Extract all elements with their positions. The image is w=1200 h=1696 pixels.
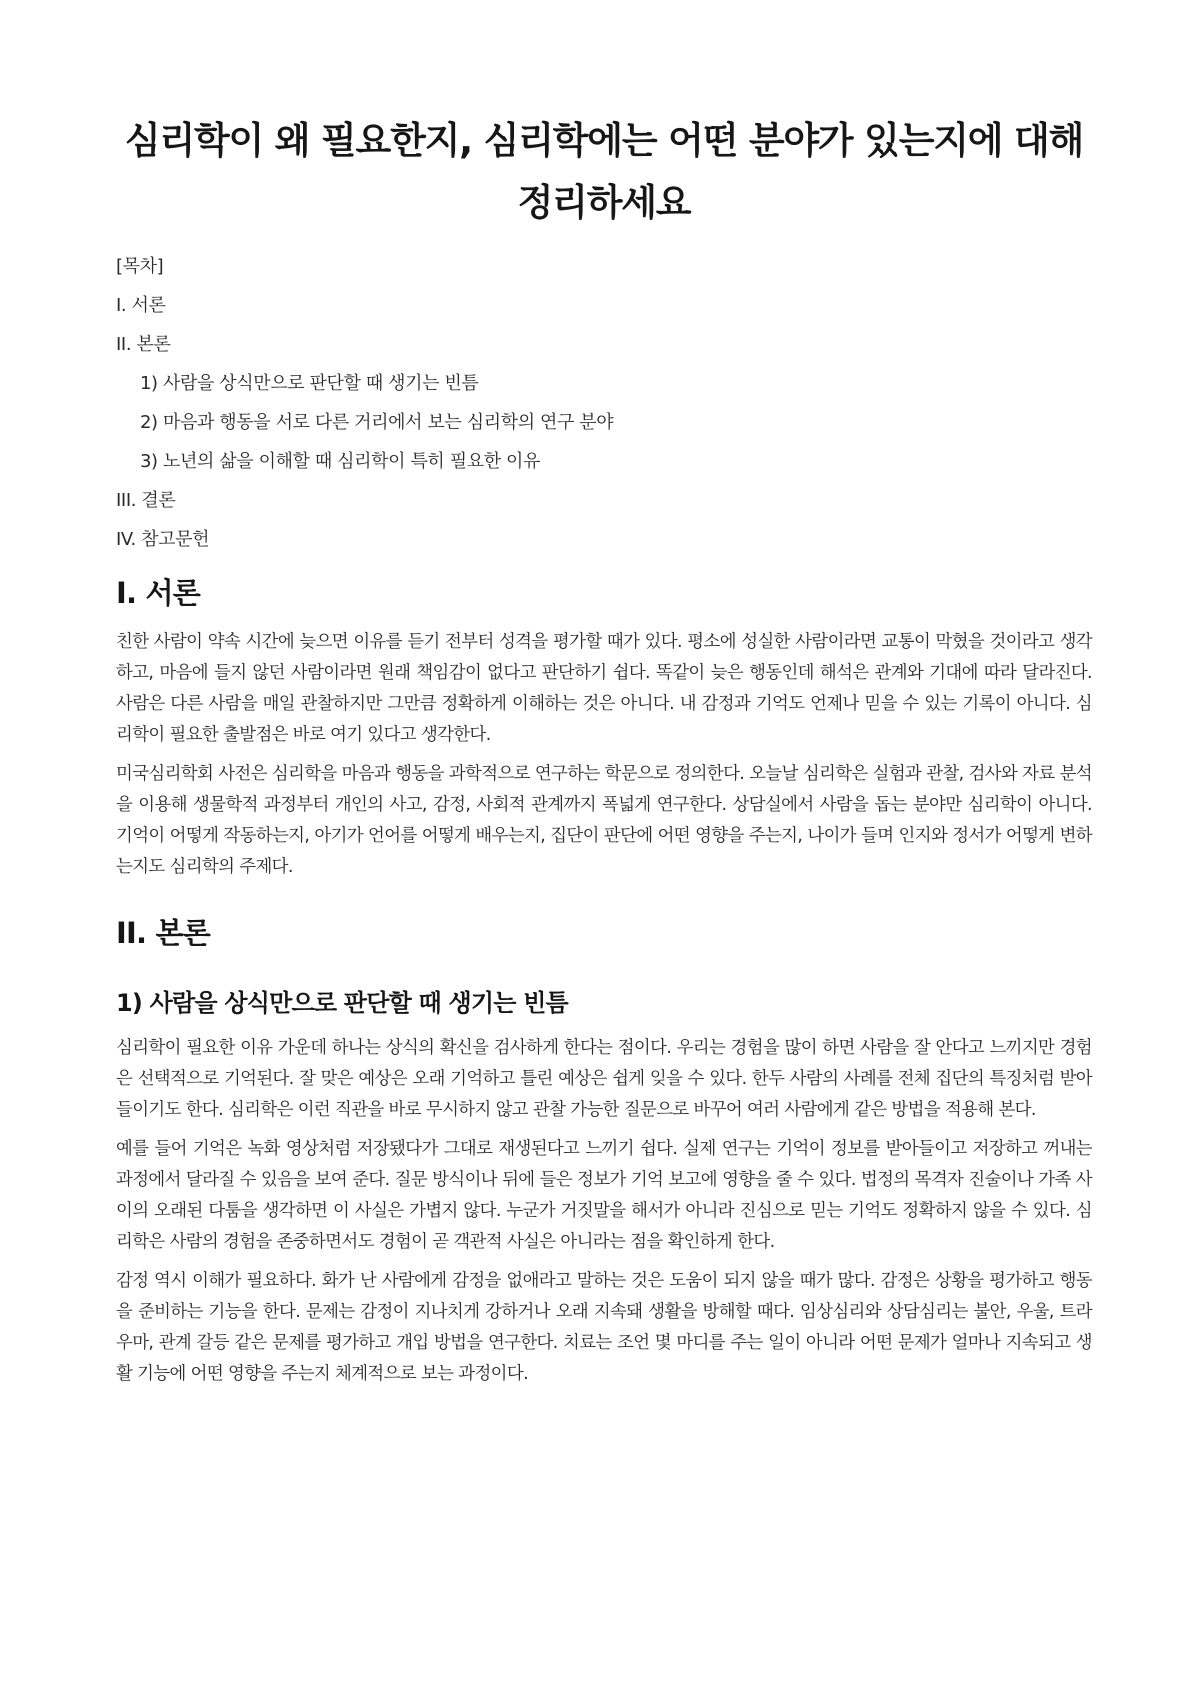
toc-item-subsection-3: 3) 노년의 삶을 이해할 때 심리학이 특히 필요한 이유 — [140, 451, 541, 472]
section-heading-introduction: I. 서론 — [116, 576, 200, 610]
document-page — [116, 110, 1092, 1398]
document-title: 심리학이 왜 필요한지, 심리학에는 어떤 분야가 있는지에 대해 정리하세요 — [124, 119, 1084, 224]
intro-paragraph: 미국심리학회 사전은 심리학을 마음과 행동을 과학적으로 연구하는 학문으로 정의한다. 오늘날 심리학은 실험과 관찰, 검사와 자료 분석을 이용해 생물학적 과정부터 개인의 사고, 감정, 사회적 관계까지 폭넓게 연구한다. 상담실에서 사람을 돕는 분야만 심리학이 아니다. 기억이 어떻게 작동하는지, 아기가 언어를 어떻게 배우는지, 집단이 판단에 어떤 영향을 주는지, 나이가 들며 인지와 정서가 어떻게 변하는지도 심리학의 주제다. — [116, 764, 1092, 877]
table-of-contents — [116, 254, 1092, 553]
toc-item-references: IV. 참고문헌 — [116, 529, 210, 550]
toc-item-subsection-1: 1) 사람을 상식만으로 판단할 때 생기는 빈틈 — [140, 373, 479, 394]
toc-item-introduction: I. 서론 — [116, 295, 166, 316]
subsection-heading-1: 1) 사람을 상식만으로 판단할 때 생기는 빈틈 — [116, 989, 568, 1017]
toc-item-subsection-2: 2) 마음과 행동을 서로 다른 거리에서 보는 심리학의 연구 분야 — [140, 412, 614, 433]
spacer — [116, 967, 1092, 985]
body-paragraph: 심리학이 필요한 이유 가운데 하나는 상식의 확신을 검사하게 한다는 점이다. 우리는 경험을 많이 하면 사람을 잘 안다고 느끼지만 경험은 선택적으로 기억된다. 잘 맞은 예상은 오래 기억하고 틀린 예상은 쉽게 잊을 수 있다. 한두 사람의 사례를 전체 집단의 특징처럼 받아들이기도 한다. 심리학은 이런 직관을 바로 무시하지 않고 관찰 가능한 질문으로 바꾸어 여러 사람에게 같은 방법을 적용해 본다. — [116, 1038, 1092, 1120]
toc-item-conclusion: III. 결론 — [116, 490, 176, 511]
body-paragraph: 예를 들어 기억은 녹화 영상처럼 저장됐다가 그대로 재생된다고 느끼기 쉽다. 실제 연구는 기억이 정보를 받아들이고 저장하고 꺼내는 과정에서 달라질 수 있음을 보여 준다. 질문 방식이나 뒤에 들은 정보가 기억 보고에 영향을 줄 수 있다. 법정의 목격자 진술이나 가족 사이의 오래된 다툼을 생각하면 이 사실은 가볍지 않다. 누군가 거짓말을 해서가 아니라 진심으로 믿는 기억도 정확하지 않을 수 있다. 심리학은 사람의 경험을 존중하면서도 경험이 곧 객관적 사실은 아니라는 점을 확인하게 한다. — [116, 1139, 1092, 1252]
spacer — [116, 891, 1092, 913]
toc-heading: [목차] — [116, 256, 164, 277]
body-paragraph: 감정 역시 이해가 필요하다. 화가 난 사람에게 감정을 없애라고 말하는 것은 도움이 되지 않을 때가 많다. 감정은 상황을 평가하고 행동을 준비하는 기능을 한다. 문제는 감정이 지나치게 강하거나 오래 지속돼 생활을 방해할 때다. 임상심리와 상담심리는 불안, 우울, 트라우마, 관계 갈등 같은 문제를 평가하고 개입 방법을 연구한다. 치료는 조언 몇 마디를 주는 일이 아니라 어떤 문제가 얼마나 지속되고 생활 기능에 어떤 영향을 주는지 체계적으로 보는 과정이다. — [116, 1271, 1092, 1384]
intro-paragraph: 친한 사람이 약속 시간에 늦으면 이유를 듣기 전부터 성격을 평가할 때가 있다. 평소에 성실한 사람이라면 교통이 막혔을 것이라고 생각하고, 마음에 들지 않던 사람이라면 원래 책임감이 없다고 판단하기 쉽다. 똑같이 늦은 행동인데 해석은 관계와 기대에 따라 달라진다. 사람은 다른 사람을 매일 관찰하지만 그만큼 정확하게 이해하는 것은 아니다. 내 감정과 기억도 언제나 믿을 수 있는 기록이 아니다. 심리학이 필요한 출발점은 바로 여기 있다고 생각한다. — [116, 632, 1092, 745]
section-heading-main-body: II. 본론 — [116, 916, 210, 950]
toc-item-main-body: II. 본론 — [116, 334, 171, 355]
